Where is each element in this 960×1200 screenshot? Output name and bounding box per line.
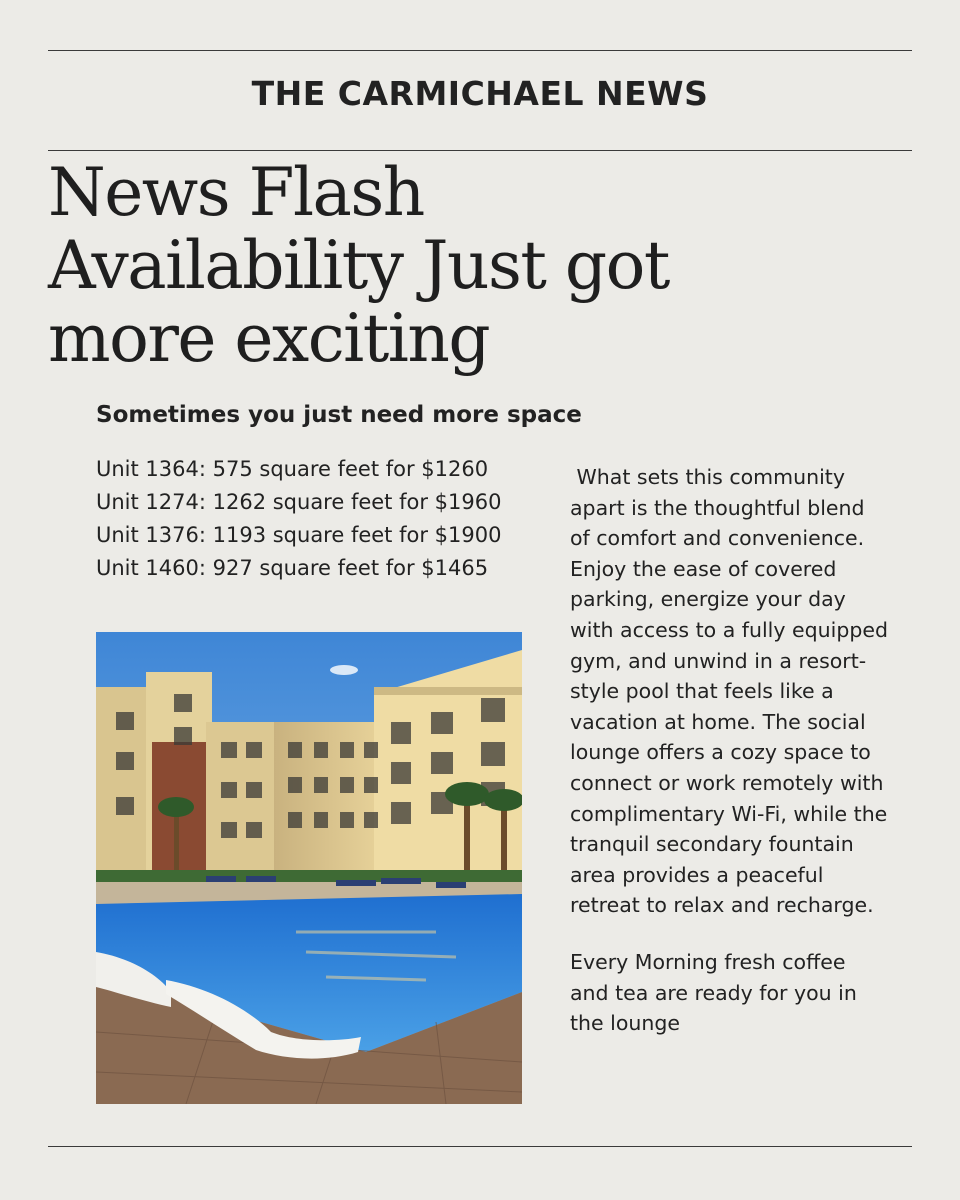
unit-item: Unit 1376: 1193 square feet for $1900 — [96, 523, 502, 547]
body-column — [570, 462, 895, 1065]
subheading: Sometimes you just need more space — [96, 402, 582, 428]
bottom-rule — [48, 1146, 912, 1147]
unit-item: Unit 1364: 575 square feet for $1260 — [96, 457, 489, 481]
top-rule — [48, 50, 912, 51]
headline-line-2: Availability Just got — [48, 227, 669, 304]
unit-item: Unit 1460: 927 square feet for $1465 — [96, 556, 489, 580]
headline — [48, 156, 908, 375]
unit-list — [96, 453, 501, 585]
unit-item: Unit 1274: 1262 square feet for $1960 — [96, 490, 502, 514]
headline-line-3: more exciting — [48, 300, 490, 377]
body-paragraph: What sets this community apart is the thoughtful blend of comfort and convenience. Enjoy the ease of covered parking, energize your day with access to a fully equipped gym, and unwind in a resort-style pool that feels like a vacation at home. The social lounge offers a cozy space to connect or work remotely with complimentary Wi-Fi, while the tranquil secondary fountain area provides a peaceful retreat to relax and recharge. — [570, 465, 895, 918]
pool-photo — [96, 632, 522, 1104]
body-paragraph: Every Morning fresh coffee and tea are ready for you in the lounge — [570, 949, 857, 1036]
headline-line-1: News Flash — [48, 154, 424, 231]
masthead-rule — [48, 150, 912, 151]
masthead-title: THE CARMICHAEL NEWS — [251, 74, 709, 113]
pool-photo-illustration — [96, 632, 522, 1104]
